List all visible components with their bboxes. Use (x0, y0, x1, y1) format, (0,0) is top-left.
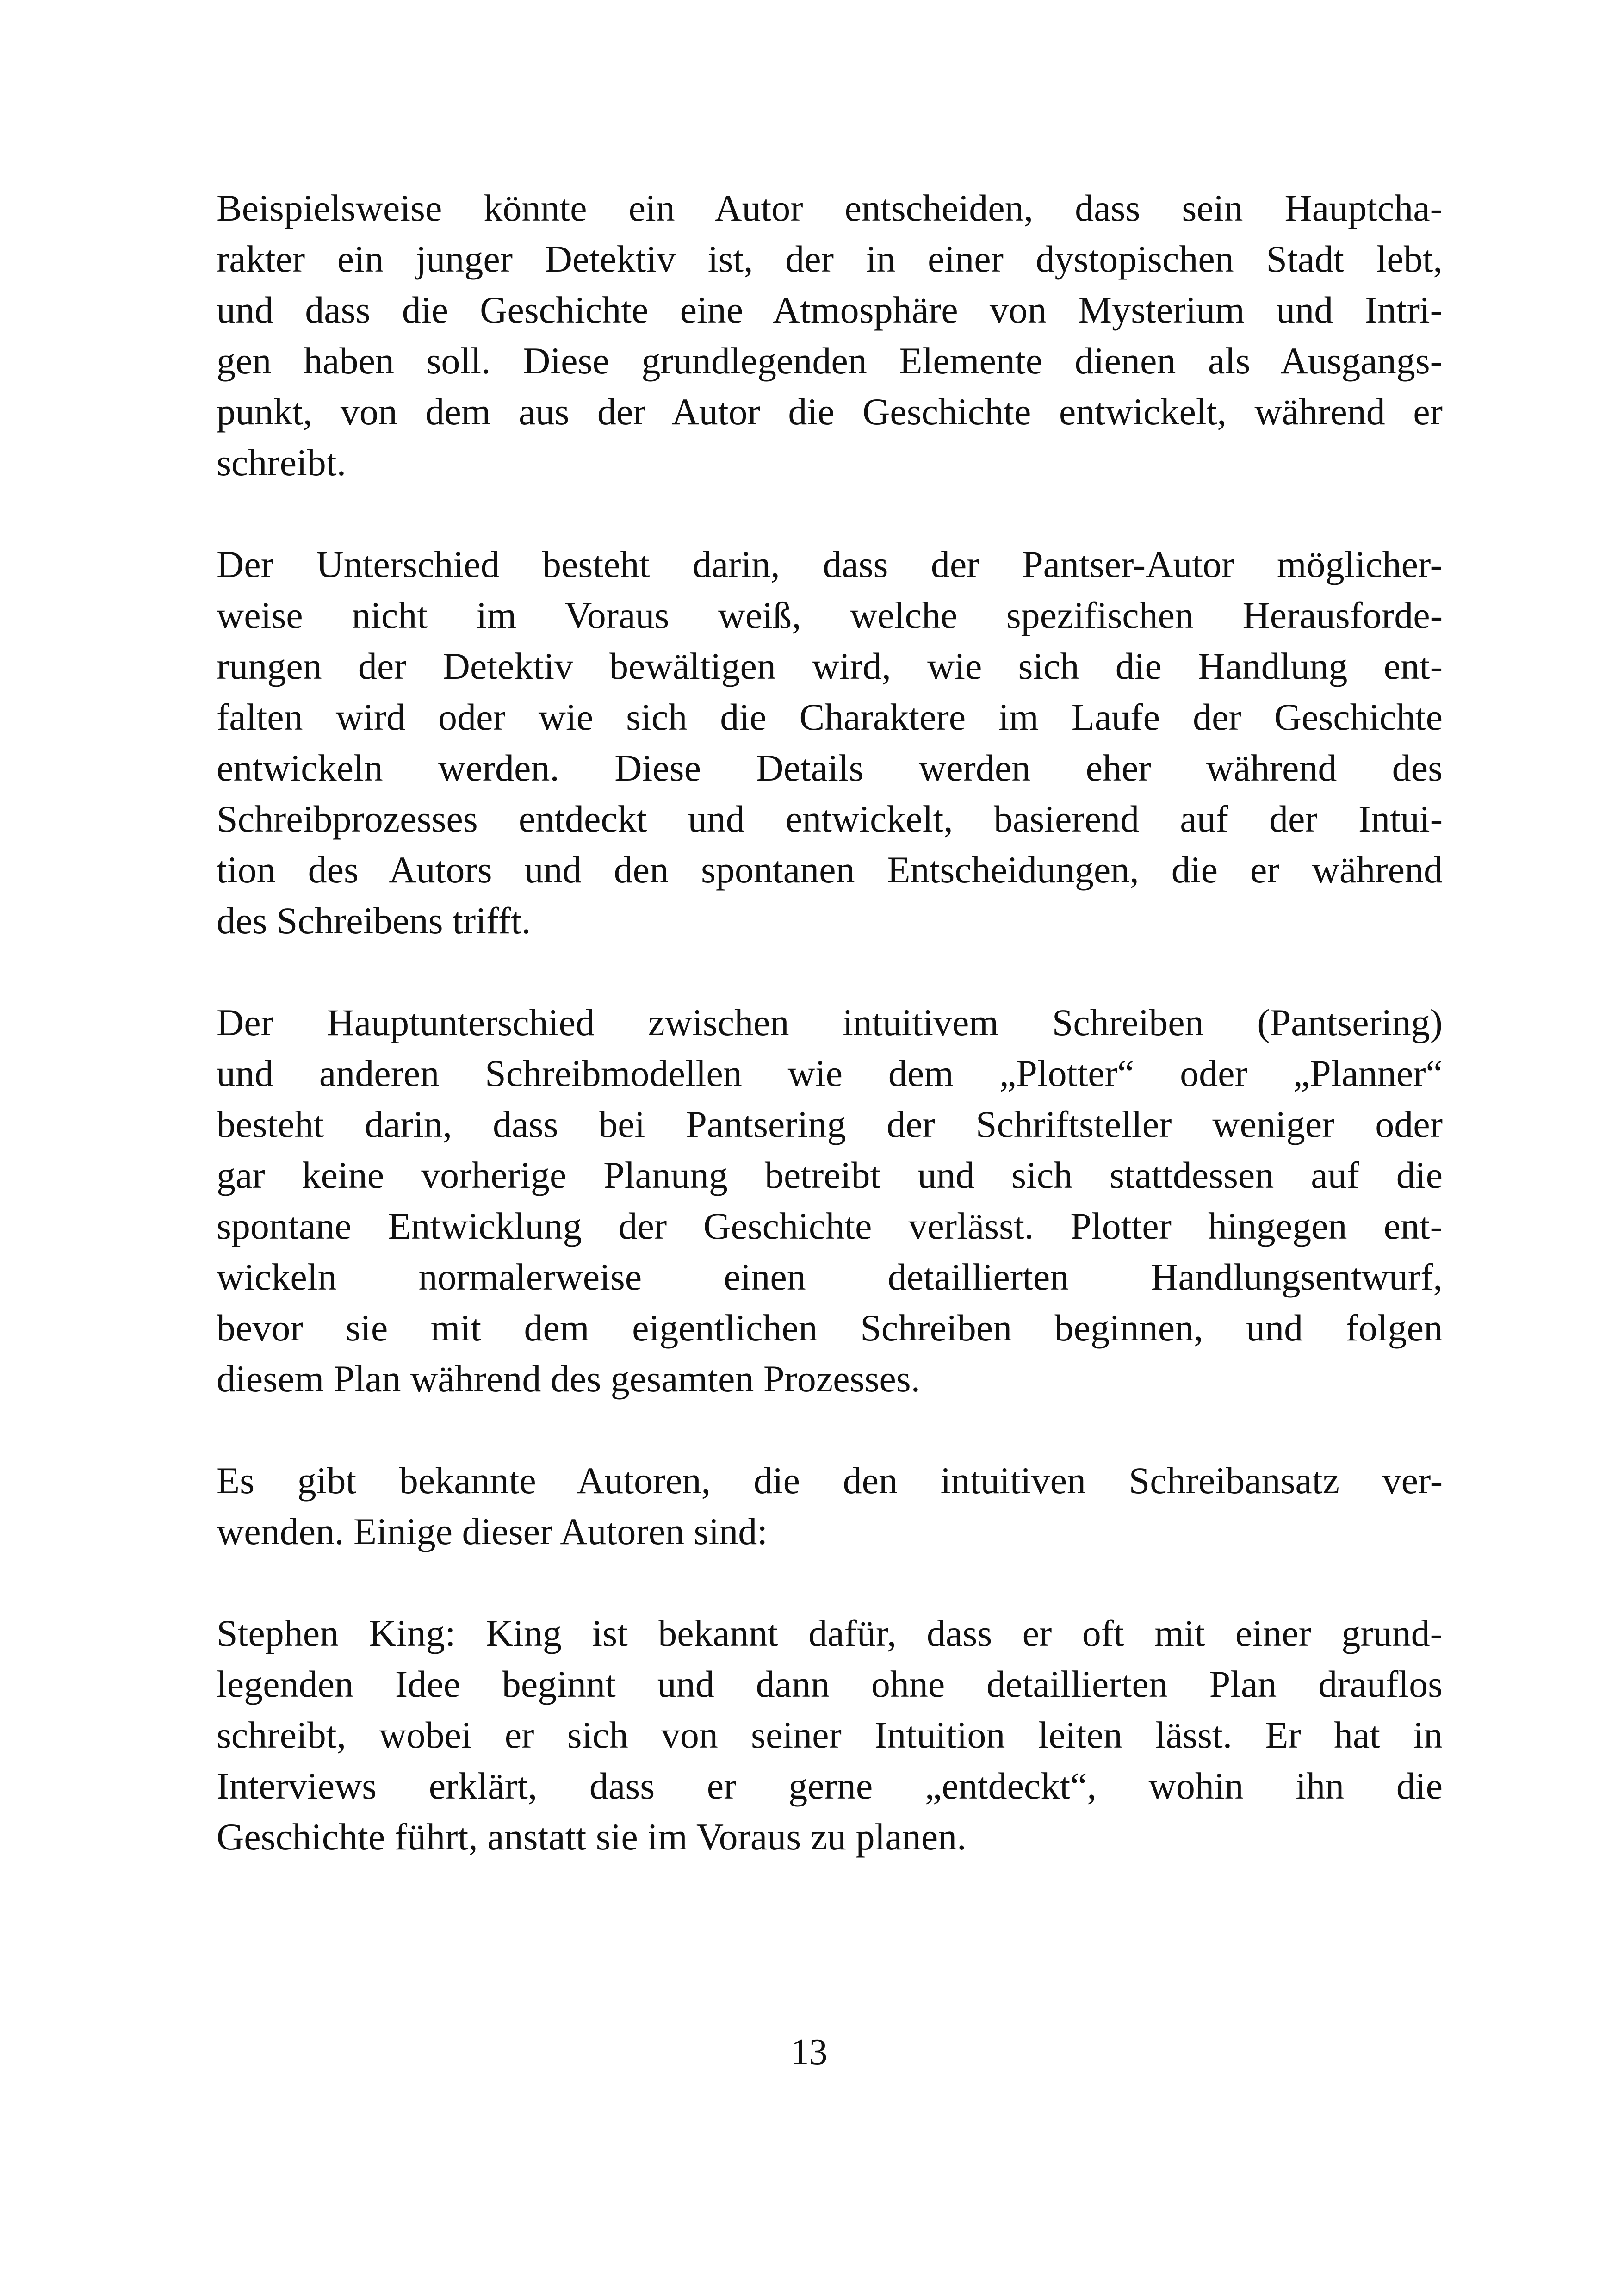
text-line: diesem Plan während des gesamten Prozesses. (217, 1358, 921, 1400)
text-line: Der Hauptunterschied zwischen intuitivem Schreiben (Pantsering) (217, 1001, 1443, 1043)
text-line: entwickeln werden. Diese Details werden eher während des (217, 747, 1443, 789)
text-line: rakter ein junger Detektiv ist, der in einer dystopischen Stadt lebt, (217, 238, 1443, 280)
text-line: wenden. Einige dieser Autoren sind: (217, 1510, 768, 1552)
text-line: schreibt, wobei er sich von seiner Intuition leiten lässt. Er hat in (217, 1714, 1443, 1756)
body-text (217, 183, 1443, 1913)
text-line: gar keine vorherige Planung betreibt und sich stattdessen auf die (217, 1154, 1443, 1196)
paragraph-main-difference (217, 997, 1443, 1404)
text-line: Interviews erklärt, dass er gerne „entdeckt“, wohin ihn die (217, 1765, 1443, 1807)
text-line: des Schreibens trifft. (217, 900, 531, 942)
text-line: Es gibt bekannte Autoren, die den intuitiven Schreibansatz ver- (217, 1459, 1443, 1502)
text-line: Der Unterschied besteht darin, dass der Pantser-Autor möglicher- (217, 543, 1443, 585)
text-line: Geschichte führt, anstatt sie im Voraus zu planen. (217, 1816, 967, 1858)
text-line: punkt, von dem aus der Autor die Geschichte entwickelt, während er (217, 391, 1443, 433)
text-line: spontane Entwicklung der Geschichte verlässt. Plotter hingegen ent- (217, 1205, 1443, 1247)
text-line: tion des Autors und den spontanen Entscheidungen, die er während (217, 849, 1443, 891)
text-line: gen haben soll. Diese grundlegenden Elemente dienen als Ausgangs- (217, 340, 1443, 382)
text-line: Stephen King: King ist bekannt dafür, dass er oft mit einer grund- (217, 1612, 1443, 1654)
text-line: legenden Idee beginnt und dann ohne detaillierten Plan drauflos (217, 1663, 1443, 1705)
paragraph-example-detective (217, 183, 1443, 488)
paragraph-known-authors-intro (217, 1455, 1443, 1557)
text-line: rungen der Detektiv bewältigen wird, wie sich die Handlung ent- (217, 645, 1443, 687)
text-line: weise nicht im Voraus weiß, welche spezifischen Herausforde- (217, 594, 1443, 636)
text-line: und anderen Schreibmodellen wie dem „Plotter“ oder „Planner“ (217, 1052, 1443, 1094)
text-line: Beispielsweise könnte ein Autor entscheiden, dass sein Hauptcha- (217, 187, 1443, 229)
text-line: besteht darin, dass bei Pantsering der Schriftsteller weniger oder (217, 1103, 1443, 1145)
text-line: und dass die Geschichte eine Atmosphäre von Mysterium und Intri- (217, 289, 1443, 331)
paragraph-pantser-difference (217, 539, 1443, 946)
text-line: falten wird oder wie sich die Charaktere im Laufe der Geschichte (217, 696, 1443, 738)
page-number: 13 (790, 2032, 828, 2073)
text-line: bevor sie mit dem eigentlichen Schreiben beginnen, und folgen (217, 1307, 1443, 1349)
text-line: schreibt. (217, 441, 347, 484)
text-line: Schreibprozesses entdeckt und entwickelt, basierend auf der Intui- (217, 798, 1443, 840)
paragraph-stephen-king (217, 1608, 1443, 1862)
text-line: wickeln normalerweise einen detaillierten Handlungsentwurf, (217, 1256, 1443, 1298)
